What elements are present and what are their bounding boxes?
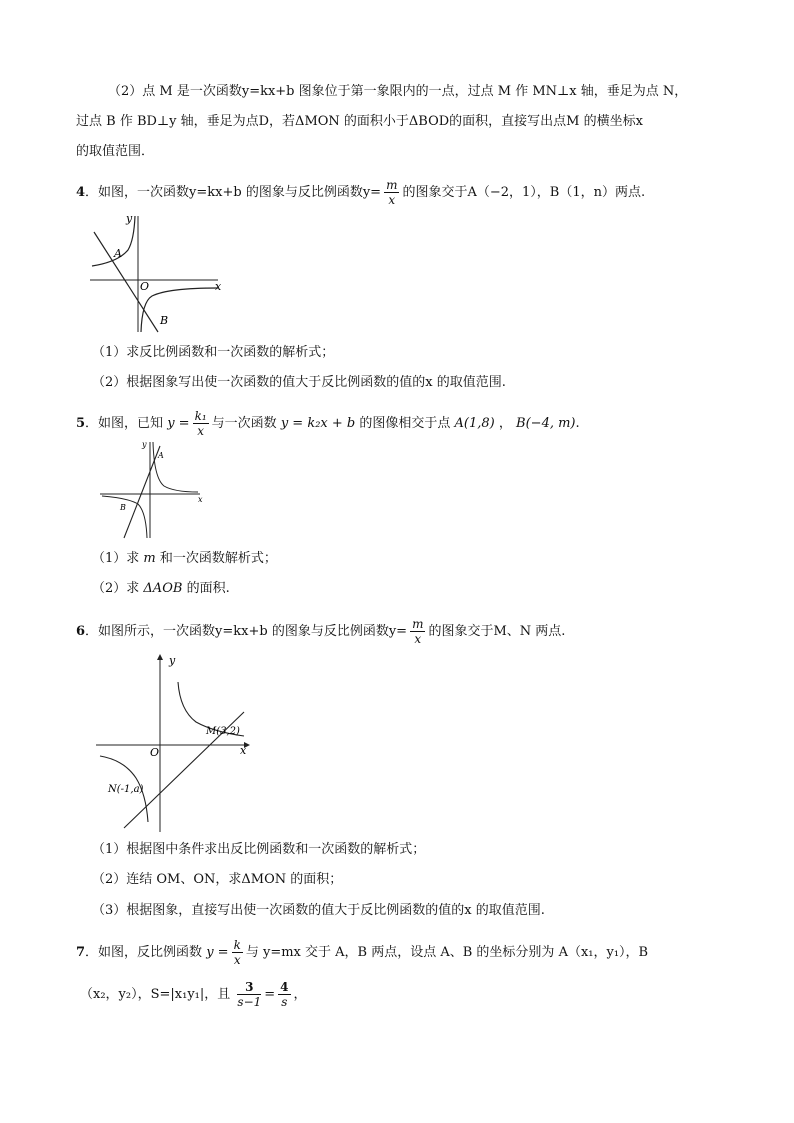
q7-fraction (232, 938, 243, 967)
q4-label-y: y (126, 212, 133, 225)
q6-fraction (410, 617, 425, 646)
q5-stem-b: 与一次函数 (211, 416, 277, 431)
q4-number: 4 (76, 185, 86, 200)
q6-stem (76, 617, 565, 646)
q7-f1-den: s−1 (237, 995, 262, 1009)
q5-label-x: x (198, 495, 203, 504)
q5-hyperbola-right (153, 442, 198, 492)
q5-frac-den: x (197, 424, 205, 438)
q5-part2-b: 的面积. (186, 581, 230, 596)
q5-part2-tri: ΔAOB (143, 581, 183, 596)
q7-fraction-1 (237, 980, 261, 1009)
q5-graph (98, 438, 208, 543)
q7-eq: = (264, 987, 276, 1002)
q7-stem-a: ．如图，反比例函数 (85, 945, 203, 960)
q3-part2-line1: （2）点 M 是一次函数y=kx+b 图象位于第一象限内的一点，过点 M 作 MN⊥x 轴，垂足为点 N， (108, 84, 688, 99)
q5-frac-num: k₁ (194, 409, 207, 423)
q5-point-b: B(−4, m) (516, 416, 576, 431)
q4-part1: （1）求反比例函数和一次函数的解析式； (92, 345, 335, 360)
q4-stem-b: 的图象交于A（−2，1），B（1，n）两点. (402, 185, 646, 200)
q5-part2 (92, 580, 230, 598)
q7-stem-line2 (80, 980, 307, 1009)
q4-label-a: A (114, 247, 122, 260)
q7-eq-y: y = (206, 945, 229, 960)
q5-stem-a: ．如图，已知 (85, 416, 164, 431)
q6-label-n: N(-1,a) (108, 784, 144, 795)
q5-part1 (92, 550, 277, 568)
q6-label-y: y (169, 654, 176, 667)
q5-label-b: B (120, 503, 126, 512)
q5-part1-b: 和一次函数解析式； (159, 551, 277, 566)
q4-part2: （2）根据图象写出使一次函数的值大于反比例函数的值的x 的取值范围. (92, 375, 506, 390)
q7-number: 7 (76, 945, 86, 960)
q7-stem-b: 与 y=mx 交于 A，B 两点，设点 A、B 的坐标分别为 A（x₁，y₁），B (245, 945, 649, 960)
q6-stem-a: ．如图所示，一次函数y=kx+b 的图象与反比例函数y= (85, 624, 408, 639)
q4-stem (76, 178, 645, 207)
q7-frac-num: k (233, 938, 241, 952)
q5-part2-a: （2）求 (92, 581, 140, 596)
q4-label-x: x (215, 280, 222, 293)
q5-line (124, 446, 160, 538)
q3-part2-line3: 的取值范围． (76, 144, 155, 159)
q5-label-y: y (142, 440, 147, 449)
q6-frac-den: x (414, 632, 422, 646)
q5-stem (76, 409, 580, 438)
q5-fraction (193, 409, 209, 438)
q6-stem-b: 的图象交于M、N 两点. (428, 624, 566, 639)
q7-f1-num: 3 (237, 980, 261, 995)
q4-graph (88, 210, 228, 335)
q5-number: 5 (76, 416, 86, 431)
q6-label-m: M(3,2) (206, 726, 240, 737)
q5-part1-a: （1）求 (92, 551, 140, 566)
q7-line2-a: （x₂，y₂），S=|x₁y₁|，且 (80, 987, 231, 1002)
q4-label-b: B (160, 314, 169, 327)
q6-part2: （2）连结 OM、ON，求ΔMON 的面积； (92, 872, 343, 887)
q7-f2-num: 4 (280, 980, 289, 994)
q7-line2-b: ， (293, 987, 307, 1002)
q5-eq2: y = k₂x + b (280, 416, 356, 431)
q6-number: 6 (76, 624, 86, 639)
q3-part2-line2: 过点 B 作 BD⊥y 轴，垂足为点D，若ΔMON 的面积小于ΔBOD的面积，直接写出点M 的横坐标x (76, 114, 643, 129)
q4-frac-den: x (388, 193, 396, 207)
q7-fraction-2 (278, 980, 290, 1009)
q5-part1-m: m (143, 551, 156, 566)
q4-frac-num: m (386, 178, 398, 192)
q4-hyperbola-right (141, 288, 218, 332)
q4-stem-a: ．如图，一次函数y=kx+b 的图象与反比例函数y= (85, 185, 382, 200)
q6-frac-num: m (412, 617, 424, 631)
q6-label-x: x (240, 744, 247, 757)
q5-label-a: A (158, 451, 164, 460)
q5-eq-y: y = (167, 416, 190, 431)
q7-f2-den: s (281, 995, 288, 1009)
q7-stem-line1 (76, 938, 648, 967)
q6-graph (94, 652, 254, 834)
q4-fraction (384, 178, 399, 207)
q7-frac-den: x (233, 953, 241, 967)
q5-sep: ， (498, 416, 512, 431)
q5-point-a: A(1,8) (454, 416, 495, 431)
q6-label-o: O (150, 746, 160, 759)
q6-part1: （1）根据图中条件求出反比例函数和一次函数的解析式； (92, 842, 426, 857)
q4-label-o: O (140, 280, 150, 293)
q6-y-arrow (157, 654, 163, 660)
q5-stem-c: 的图像相交于点 (359, 416, 451, 431)
q5-end: . (575, 416, 580, 431)
q6-part3: （3）根据图象，直接写出使一次函数的值大于反比例函数的值的x 的取值范围. (92, 903, 545, 918)
